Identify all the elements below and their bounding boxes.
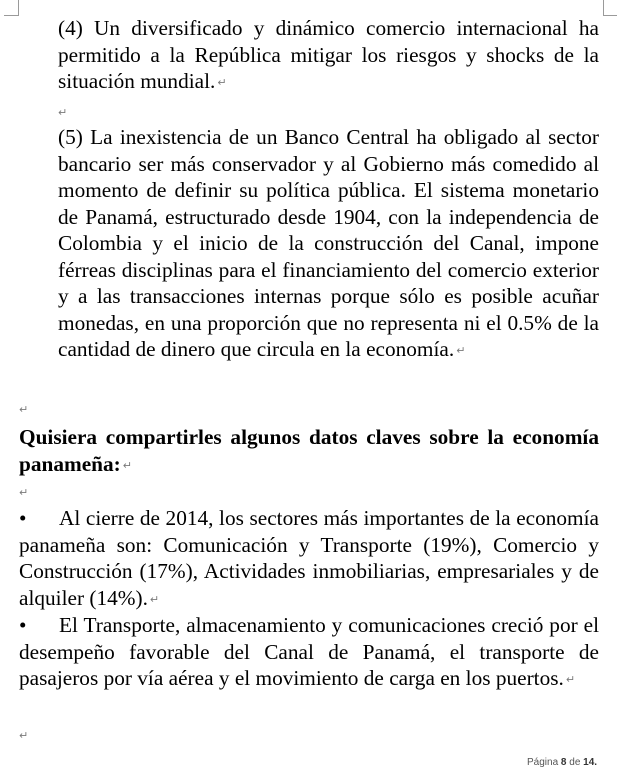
paragraph-5[interactable]	[58, 124, 599, 365]
section-heading[interactable]	[19, 424, 599, 479]
footer-total-pages: 14.	[583, 757, 598, 768]
paragraph-mark-icon: ↵	[217, 76, 227, 89]
paragraph-mark-icon: ↵	[19, 486, 29, 499]
footer-current-page: 8	[560, 757, 567, 768]
bullet-icon: •	[19, 613, 27, 637]
bullet-item-1[interactable]	[19, 505, 599, 613]
crop-mark-top-left	[18, 0, 19, 16]
paragraph-mark-icon: ↵	[19, 403, 29, 416]
bullet-item-2[interactable]	[19, 612, 599, 694]
paragraph-mark-icon: ↵	[122, 458, 132, 472]
crop-mark-top-right-h	[603, 15, 617, 16]
paragraph-4[interactable]	[58, 15, 599, 97]
paragraph-mark-icon: ↵	[58, 106, 68, 119]
page-number-footer	[527, 757, 597, 768]
paragraph-5-text: (5) La inexistencia de un Banco Central ha obligado al sector bancario ser más conservador y al Gobierno más comedido al momento de definir su política pública. El sistema monetario de Panamá, estructurado desde 1904, con la independencia de Colombia y el inicio de la construcción del Canal, impone férreas disciplinas para el financiamiento del comercio exterior y a las transacciones internas porque sólo es posible acuñar monedas, en una proporción que no representa ni el 0.5% de la cantidad de dinero que circula en la economía.	[58, 125, 599, 361]
paragraph-mark-icon: ↵	[565, 673, 576, 686]
section-heading-text: Quisiera compartirles algunos datos claves sobre la economía panameña:	[19, 425, 599, 476]
paragraph-mark-icon: ↵	[19, 729, 29, 742]
footer-of: de	[569, 757, 581, 768]
paragraph-4-text: (4) Un diversificado y dinámico comercio internacional ha permitido a la República mitigar los riesgos y shocks de la situación mundial.	[58, 16, 599, 93]
paragraph-mark-icon: ↵	[456, 344, 466, 357]
footer-label: Página	[527, 757, 559, 768]
bullet-icon: •	[19, 506, 27, 530]
crop-mark-top-left-h	[4, 15, 19, 16]
paragraph-mark-icon: ↵	[149, 592, 160, 606]
bullet-item-1-text: Al cierre de 2014, los sectores más importantes de la economía panameña son: Comunicación y Transporte (19%), Comercio y Construcción (17%), Actividades inmobiliarias, empresariales y de alquiler (14%).	[19, 506, 599, 610]
bullet-item-2-text: El Transporte, almacenamiento y comunicaciones creció por el desempeño favorable del Canal de Panamá, el transporte de pasajeros por vía aérea y el movimiento de carga en los puertos.	[19, 613, 599, 690]
crop-mark-top-right	[603, 0, 604, 16]
